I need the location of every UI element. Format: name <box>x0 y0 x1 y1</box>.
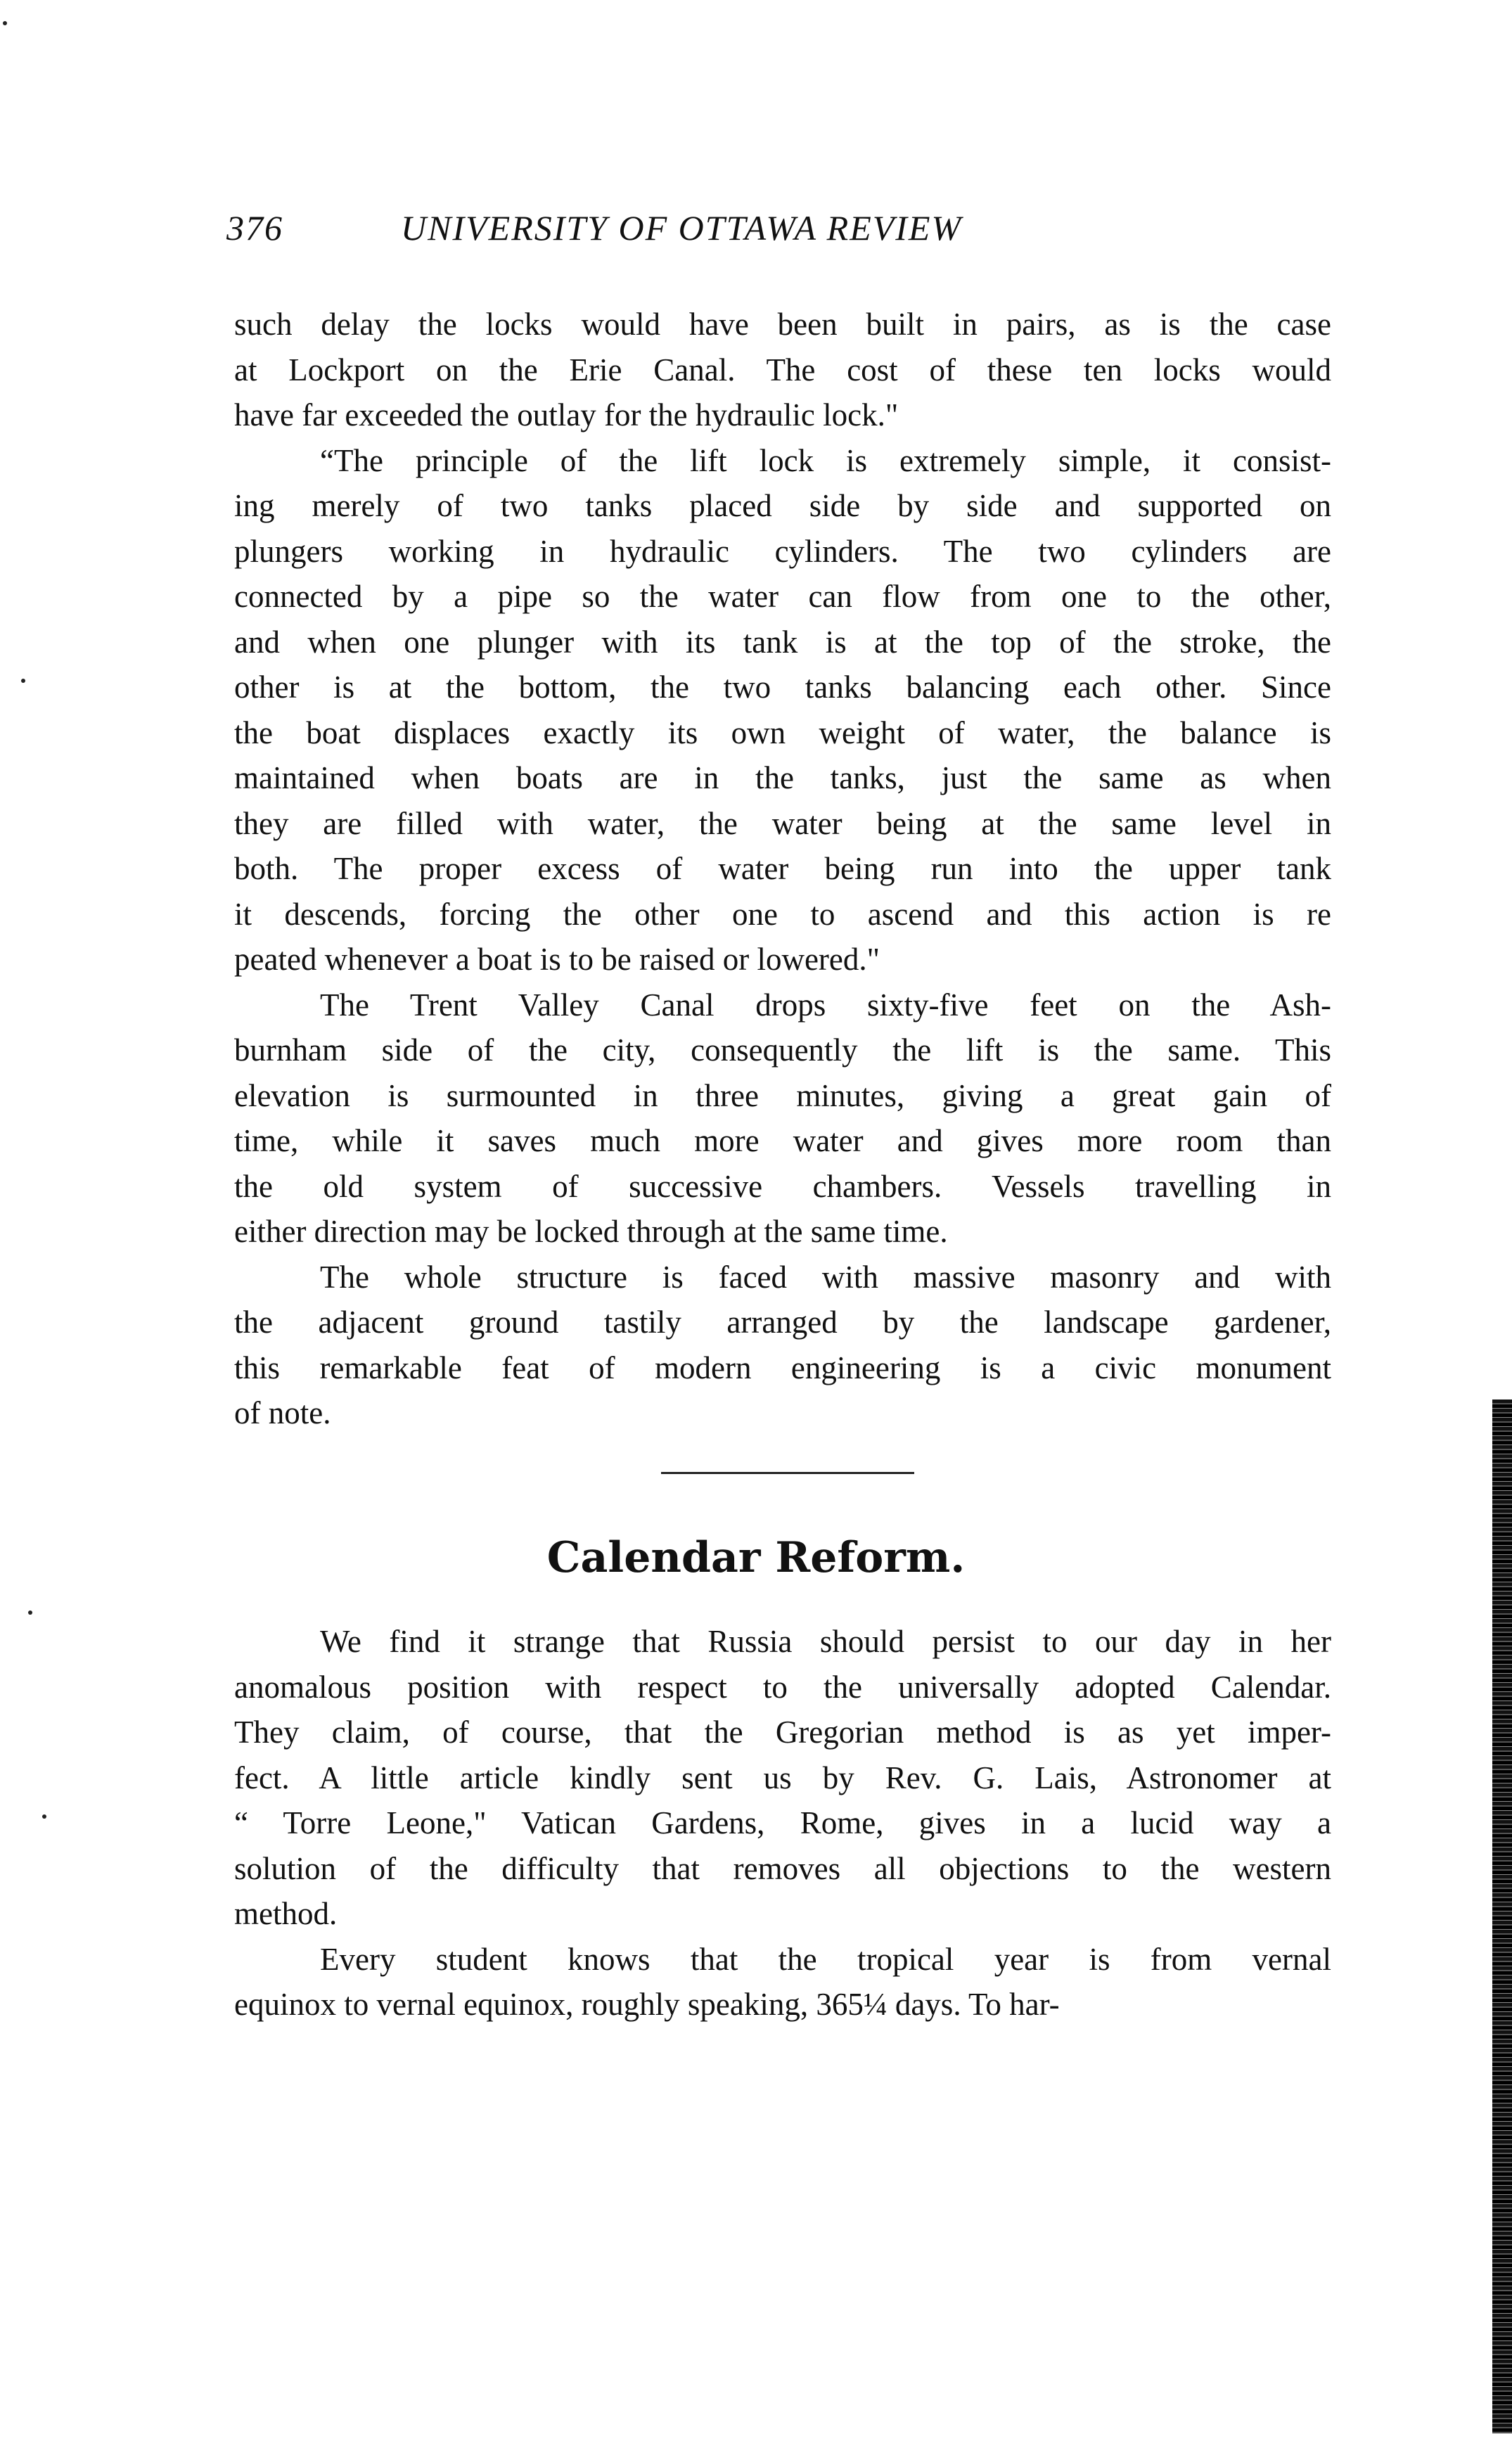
text-line: ing merely of two tanks placed side by side and supported on <box>234 488 1331 523</box>
text-line: the old system of successive chambers. Vessels travelling in <box>234 1168 1331 1204</box>
section-divider <box>661 1472 914 1474</box>
text-line: plungers working in hydraulic cylinders. The two cylinders are <box>234 533 1331 569</box>
text-line: burnham side of the city, consequently the lift is the same. This <box>234 1032 1331 1068</box>
scan-speck <box>21 679 25 683</box>
text-line: of note. <box>234 1395 331 1430</box>
text-line: the boat displaces exactly its own weight of water, the balance is <box>234 715 1331 750</box>
text-line: they are filled with water, the water being at the same level in <box>234 805 1331 841</box>
text-line: We find it strange that Russia should persist to our day in her <box>320 1624 1331 1659</box>
text-line: “The principle of the lift lock is extremely simple, it consist- <box>320 442 1331 478</box>
text-line: have far exceeded the outlay for the hydraulic lock." <box>234 397 899 433</box>
text-line: time, while it saves much more water and gives more room than <box>234 1123 1331 1158</box>
text-line: fect. A little article kindly sent us by Rev. G. Lais, Astronomer at <box>234 1760 1331 1795</box>
text-line: Every student knows that the tropical year is from vernal <box>320 1941 1331 1977</box>
text-line: either direction may be locked through at the same time. <box>234 1214 948 1249</box>
text-line: other is at the bottom, the two tanks balancing each other. Since <box>234 670 1331 705</box>
text-line: equinox to vernal equinox, roughly speaking, 365¼ days. To har- <box>234 1987 1060 2022</box>
text-line: at Lockport on the Erie Canal. The cost of these ten locks would <box>234 352 1331 388</box>
text-line: connected by a pipe so the water can flow from one to the other, <box>234 579 1331 614</box>
scan-speck <box>42 1814 46 1819</box>
text-line: peated whenever a boat is to be raised or lowered." <box>234 942 880 977</box>
text-line: it descends, forcing the other one to ascend and this action is re <box>234 896 1331 932</box>
scan-speck <box>28 1610 32 1615</box>
scan-edge-artifact <box>1492 1400 1512 2433</box>
running-title: UNIVERSITY OF OTTAWA REVIEW <box>401 208 963 248</box>
text-line: maintained when boats are in the tanks, just the same as when <box>234 760 1331 795</box>
page-number: 376 <box>226 208 283 248</box>
text-line: and when one plunger with its tank is at the top of the stroke, the <box>234 624 1331 660</box>
text-line: “ Torre Leone," Vatican Gardens, Rome, gives in a lucid way a <box>234 1805 1331 1840</box>
text-line: such delay the locks would have been built in pairs, as is the case <box>234 307 1331 342</box>
text-line: the adjacent ground tastily arranged by the landscape gardener, <box>234 1305 1331 1340</box>
text-line: both. The proper excess of water being run into the upper tank <box>234 851 1331 886</box>
text-line: method. <box>234 1896 338 1931</box>
text-line: They claim, of course, that the Gregorian method is as yet imper- <box>234 1715 1331 1750</box>
text-line: anomalous position with respect to the universally adopted Calendar. <box>234 1669 1331 1705</box>
article-heading: Calendar Reform. <box>546 1533 966 1582</box>
article-continuation <box>234 302 1331 1436</box>
text-line: The Trent Valley Canal drops sixty-five feet on the Ash- <box>320 987 1331 1023</box>
scan-speck <box>3 21 7 25</box>
text-line: elevation is surmounted in three minutes, giving a great gain of <box>234 1077 1331 1113</box>
text-line: this remarkable feat of modern engineering is a civic monument <box>234 1350 1331 1385</box>
text-line: solution of the difficulty that removes all objections to the western <box>234 1850 1331 1886</box>
calendar-reform-article <box>234 1619 1331 2028</box>
text-line: The whole structure is faced with massive masonry and with <box>320 1259 1331 1295</box>
